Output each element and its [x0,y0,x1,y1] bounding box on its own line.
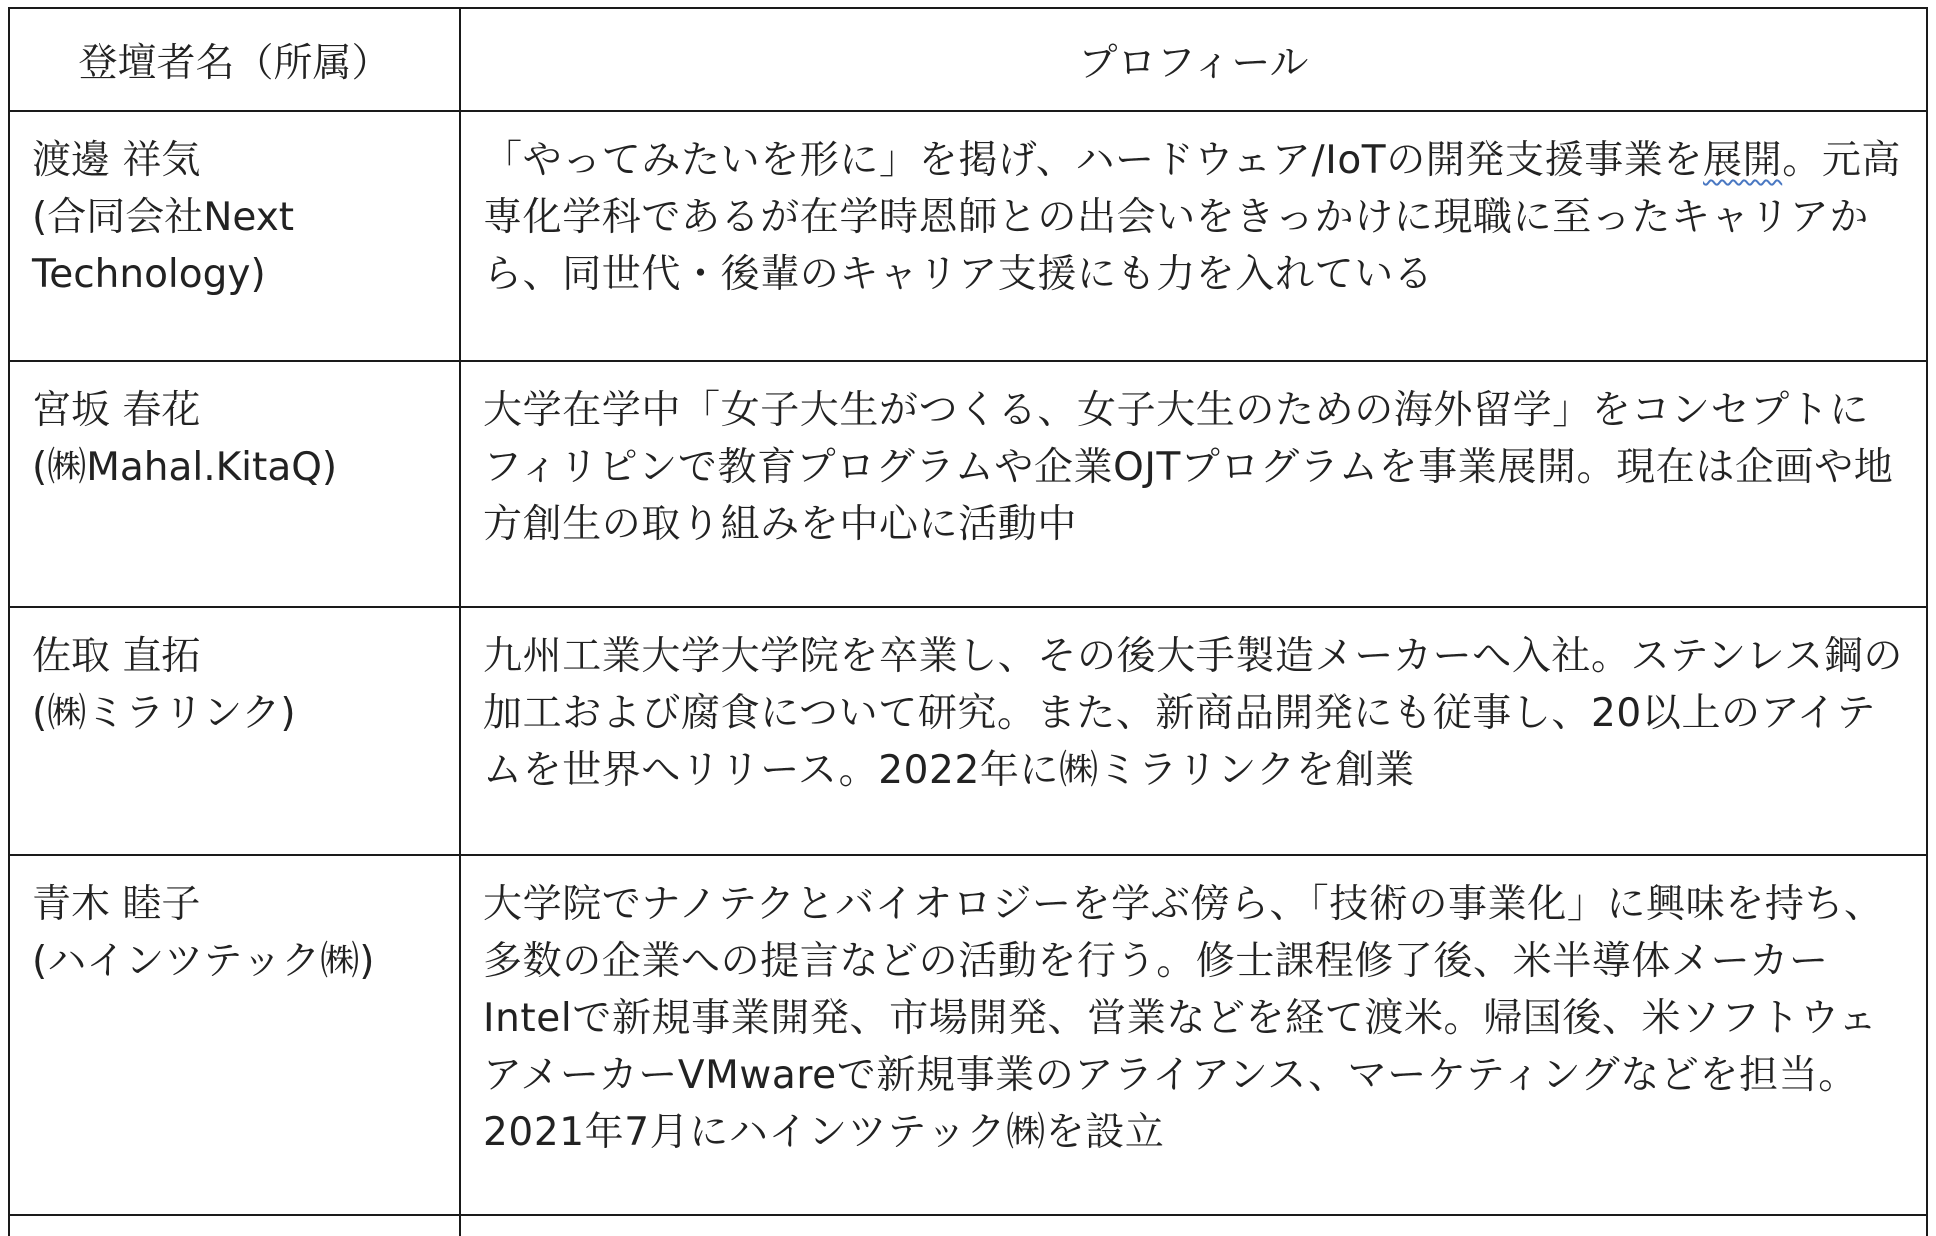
profile-cell[interactable] [460,855,1927,1215]
speaker-cell[interactable] [9,607,460,855]
spellcheck-marked-word[interactable]: 展開 [1703,138,1783,183]
speaker-profile-table [8,7,1928,1236]
table-row-partial [9,1215,1927,1236]
table-row [9,111,1927,361]
profile-text: 「やってみたいを形に」を掲げ、ハードウェア/IoTの開発支援事業を [483,138,1704,183]
profile-text-continued: 。元高専化学科であるが在学時恩師との出会いをきっかけに現職に至ったキャリアから、同世代・後輩のキャリア支援にも力を入れている [483,138,1902,297]
speaker-cell[interactable] [9,111,460,361]
profile-cell[interactable] [460,607,1927,855]
header-profile: プロフィール [460,8,1927,111]
header-speaker: 登壇者名（所属） [9,8,460,111]
speaker-cell[interactable] [9,855,460,1215]
table-row [9,855,1927,1215]
table-row [9,607,1927,855]
speaker-cell[interactable] [9,361,460,607]
speaker-organization: (合同会社Next Technology) [32,195,295,297]
speaker-name: 宮坂 春花 [32,388,201,433]
speaker-name: 佐取 直拓 [32,634,201,679]
speaker-name: 青木 睦子 [32,882,201,927]
table-header-row [9,8,1927,111]
profile-cell-empty[interactable] [460,1215,1927,1236]
speaker-name: 渡邊 祥気 [32,138,201,183]
profile-cell[interactable] [460,361,1927,607]
profile-text: 大学在学中「女子大生がつくる、女子大生のための海外留学」をコンセプトにフィリピンで教育プログラムや企業OJTプログラムを事業展開。現在は企画や地方創生の取り組みを中心に活動中 [483,388,1894,547]
table-row [9,361,1927,607]
speaker-cell-empty[interactable] [9,1215,460,1236]
profile-cell[interactable] [460,111,1927,361]
speaker-organization: (㈱ミラリンク) [32,691,296,736]
speaker-organization: (㈱Mahal.KitaQ) [32,445,338,490]
speaker-organization: (ハインツテック㈱) [32,939,375,984]
profile-text: 大学院でナノテクとバイオロジーを学ぶ傍ら、「技術の事業化」に興味を持ち、多数の企業への提言などの活動を行う。修士課程修了後、米半導体メーカーIntelで新規事業開発、市場開発、営業などを経て渡米。帰国後、米ソフトウェアメーカーVMwareで新規事業のアライアンス、マーケティングなどを担当。2021年7月にハインツテック㈱を設立 [483,882,1884,1155]
profile-text: 九州工業大学大学院を卒業し、その後大手製造メーカーへ入社。ステンレス鋼の加工および腐食について研究。また、新商品開発にも従事し、20以上のアイテムを世界へリリース。2022年に㈱ミラリンクを創業 [483,634,1903,793]
